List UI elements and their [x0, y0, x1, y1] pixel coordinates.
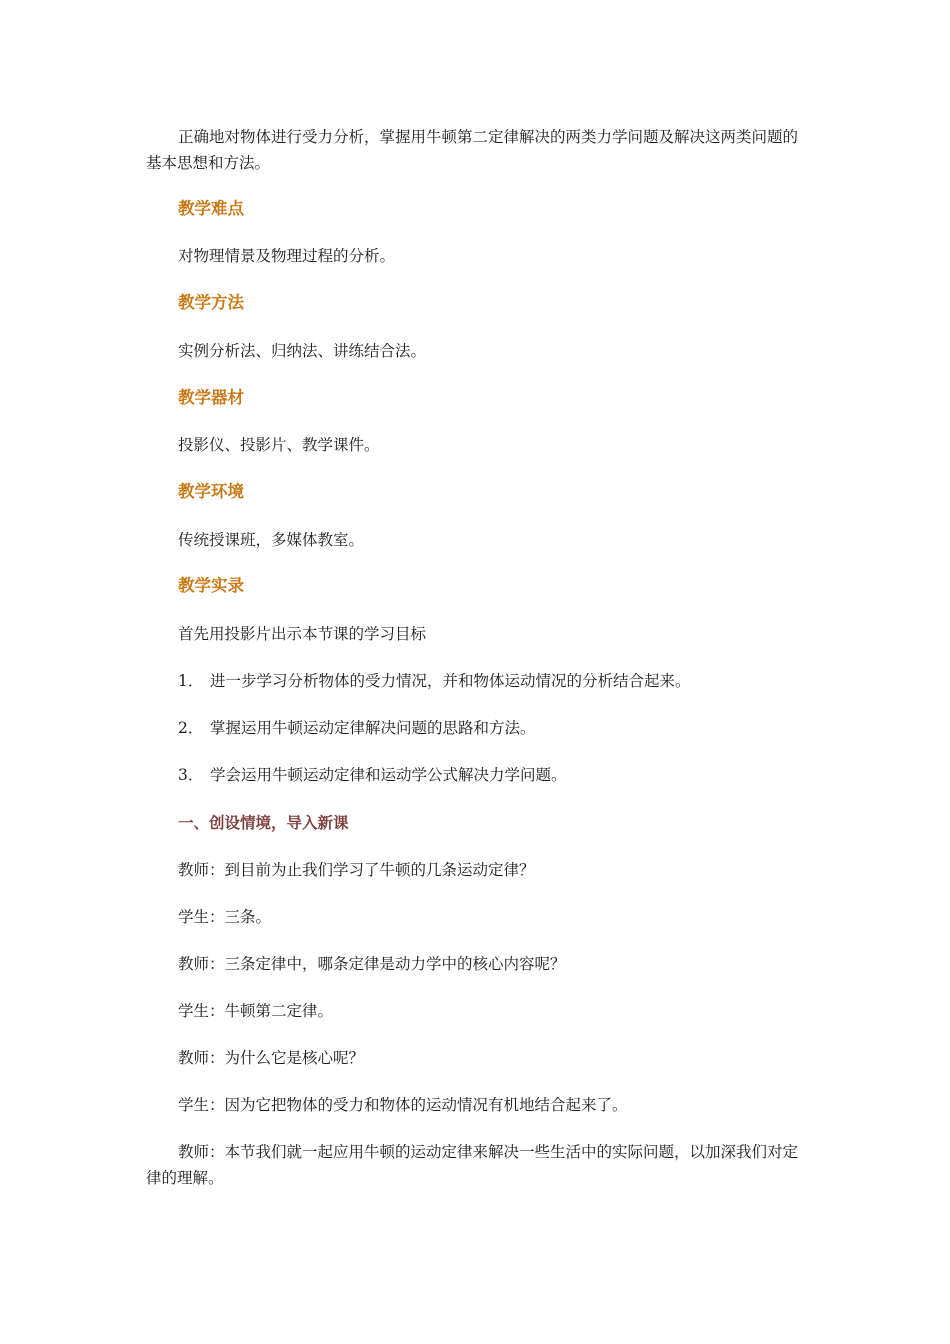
dialogue-line: 学生：牛顿第二定律。 [178, 1002, 334, 1020]
heading-equipment: 教学器材 [178, 388, 244, 407]
dialogue-line: 教师：本节我们就一起应用牛顿的运动定律来解决一些生活中的实际问题，以加深我们对定律的理解。 [146, 1143, 799, 1187]
heading-environment: 教学环境 [178, 482, 244, 501]
text-environment: 传统授课班，多媒体教室。 [178, 531, 365, 549]
heading-part-one: 一、创设情境，导入新课 [178, 814, 349, 832]
goal-number: 2． [178, 719, 204, 737]
text-difficulty: 对物理情景及物理过程的分析。 [178, 247, 396, 265]
goal-text: 掌握运用牛顿运动定律解决问题的思路和方法。 [210, 719, 536, 737]
goal-text: 学会运用牛顿运动定律和运动学公式解决力学问题。 [210, 766, 567, 784]
dialogue-line: 学生：因为它把物体的受力和物体的运动情况有机地结合起来了。 [178, 1096, 628, 1114]
text-record: 首先用投影片出示本节课的学习目标 [178, 625, 427, 643]
goal-item [178, 762, 810, 788]
intro-paragraph: 正确地对物体进行受力分析，掌握用牛顿第二定律解决的两类力学问题及解决这两类问题的基本思想和方法。 [146, 128, 799, 172]
goal-number: 1． [178, 672, 204, 690]
goal-text: 进一步学习分析物体的受力情况，并和物体运动情况的分析结合起来。 [210, 672, 691, 690]
dialogue-line: 教师：三条定律中，哪条定律是动力学中的核心内容呢？ [178, 955, 566, 973]
dialogue-line: 教师：到目前为止我们学习了牛顿的几条运动定律？ [178, 861, 535, 879]
heading-record: 教学实录 [178, 576, 244, 595]
heading-difficulty: 教学难点 [178, 199, 244, 218]
goal-item [178, 668, 810, 694]
goal-item [178, 715, 810, 741]
goal-number: 3． [178, 766, 204, 784]
heading-method: 教学方法 [178, 293, 244, 312]
dialogue-line: 教师：为什么它是核心呢？ [178, 1049, 365, 1067]
text-method: 实例分析法、归纳法、讲练结合法。 [178, 342, 427, 360]
text-equipment: 投影仪、投影片、教学课件。 [178, 436, 380, 454]
dialogue-line: 学生：三条。 [178, 908, 272, 926]
